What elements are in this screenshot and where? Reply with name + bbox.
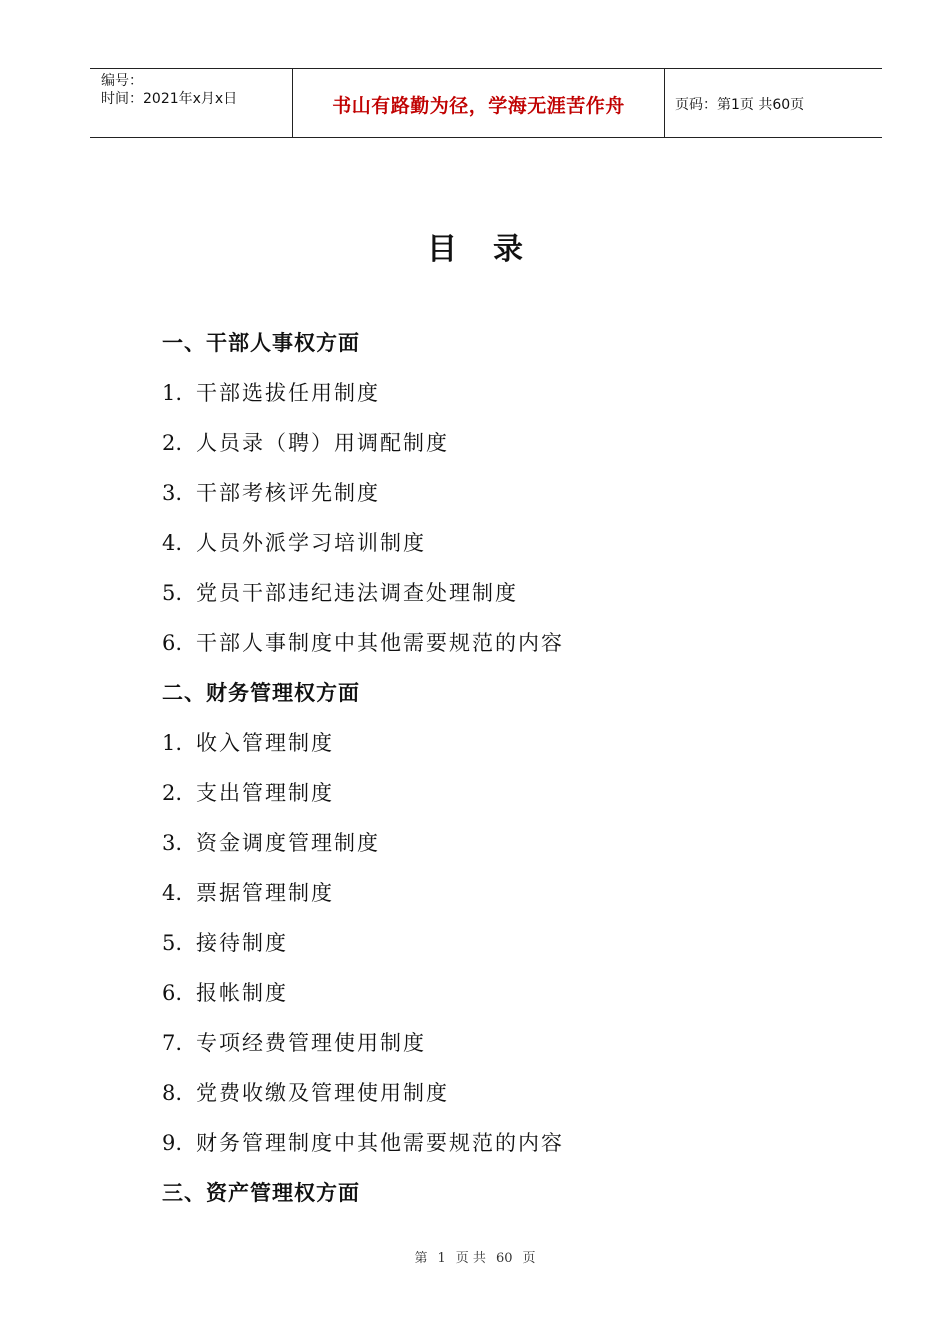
toc-item: [162, 825, 862, 875]
toc-item: [162, 775, 862, 825]
page-title: 目录: [427, 232, 559, 267]
toc-item: [162, 925, 862, 975]
toc-item: [162, 975, 862, 1025]
table-of-contents: [162, 325, 862, 1225]
toc-item: [162, 375, 862, 425]
toc-item-number: 2.: [162, 781, 183, 805]
toc-item-text: 党员干部违纪违法调查处理制度: [196, 581, 518, 605]
toc-item: [162, 625, 862, 675]
toc-item-text: 干部选拔任用制度: [196, 381, 380, 405]
toc-item: [162, 575, 862, 625]
toc-item-number: 1.: [162, 731, 183, 755]
toc-item-number: 6.: [162, 631, 183, 655]
header-table: [90, 68, 882, 138]
toc-item: [162, 475, 862, 525]
toc-item: [162, 875, 862, 925]
footer-page-number: 1: [437, 1251, 446, 1266]
page-footer: [0, 1247, 950, 1266]
footer-prefix: 第: [414, 1251, 428, 1266]
document-number-label: 编号：: [101, 73, 143, 89]
toc-item-text: 接待制度: [196, 931, 288, 955]
toc-item-text: 专项经费管理使用制度: [196, 1031, 426, 1055]
toc-item-number: 6.: [162, 981, 183, 1005]
toc-item: [162, 725, 862, 775]
toc-item-text: 党费收缴及管理使用制度: [196, 1081, 449, 1105]
toc-item: [162, 1075, 862, 1125]
header-motto-cell: [293, 69, 665, 137]
footer-total-pages: 60: [495, 1251, 513, 1266]
toc-item-text: 收入管理制度: [196, 731, 334, 755]
toc-item: [162, 425, 862, 475]
footer-mid: 页 共: [455, 1251, 486, 1266]
toc-item-text: 报帐制度: [196, 981, 288, 1005]
toc-item-text: 支出管理制度: [196, 781, 334, 805]
toc-item-number: 2.: [162, 431, 183, 455]
toc-section-heading: 二、财务管理权方面: [162, 681, 360, 705]
header-page-info: 页码：第1页 共60页: [675, 97, 805, 113]
toc-section-heading: 一、干部人事权方面: [162, 331, 360, 355]
toc-item-number: 7.: [162, 1031, 183, 1055]
header-meta-cell: [90, 69, 293, 137]
toc-item-number: 8.: [162, 1081, 183, 1105]
toc-item-text: 干部人事制度中其他需要规范的内容: [196, 631, 564, 655]
toc-item-number: 5.: [162, 931, 183, 955]
document-time-label: 时间：2021年x月x日: [101, 91, 238, 107]
toc-item: [162, 525, 862, 575]
footer-suffix: 页: [522, 1251, 536, 1266]
toc-item: [162, 1025, 862, 1075]
toc-item-text: 票据管理制度: [196, 881, 334, 905]
toc-item-number: 4.: [162, 531, 183, 555]
header-page-cell: [665, 69, 882, 137]
toc-item-text: 资金调度管理制度: [196, 831, 380, 855]
toc-item-number: 3.: [162, 481, 183, 505]
toc-item-number: 9.: [162, 1131, 183, 1155]
toc-item-text: 人员录（聘）用调配制度: [196, 431, 449, 455]
toc-item-text: 财务管理制度中其他需要规范的内容: [196, 1131, 564, 1155]
toc-section-heading: 三、资产管理权方面: [162, 1181, 360, 1205]
toc-item-number: 1.: [162, 381, 183, 405]
toc-item-text: 干部考核评先制度: [196, 481, 380, 505]
toc-item-text: 人员外派学习培训制度: [196, 531, 426, 555]
toc-item-number: 4.: [162, 881, 183, 905]
toc-item-number: 3.: [162, 831, 183, 855]
toc-item-number: 5.: [162, 581, 183, 605]
header-motto: 书山有路勤为径，学海无涯苦作舟: [332, 95, 625, 117]
toc-item: [162, 1125, 862, 1175]
